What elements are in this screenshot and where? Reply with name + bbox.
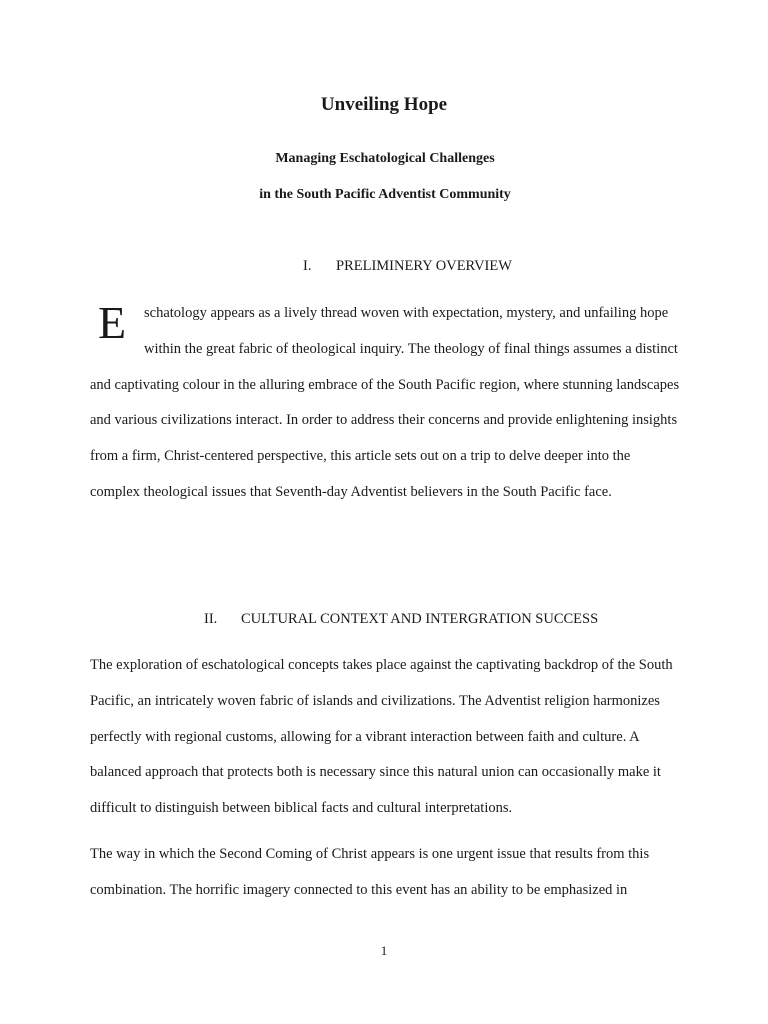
section-1-paragraph-text: schatology appears as a lively thread woven with expectation, mystery, and unfailing hope within the great fabric of theological inquiry. The theology of final things assumes a distinct and captivating colour in the alluring embrace of the South Pacific region, where stunning landscapes and various civilizations interact. In order to address their concerns and provide enlightening insights from a firm, Christ-centered perspective, this article sets out on a trip to delve deeper into the complex theological issues that Seventh-day Adventist believers in the South Pacific face. — [90, 305, 680, 500]
subtitle-line-1: Managing Eschatological Challenges — [275, 151, 495, 166]
subtitle-line-2: in the South Pacific Adventist Community — [259, 187, 511, 202]
section-2-paragraph-1: The exploration of eschatological concepts takes place against the captivating backdrop of the South Pacific, an intricately woven fabric of islands and civilizations. The Adventist religion harmonizes perfectly with regional customs, allowing for a vibrant interaction between faith and culture. A balanced approach that protects both is necessary since this natural union can occasionally make it difficult to distinguish between biblical facts and cultural interpretations. — [90, 657, 673, 817]
section-title-2: CULTURAL CONTEXT AND INTERGRATION SUCCESS — [241, 611, 599, 627]
page-number: 1 — [380, 943, 388, 958]
section-title-1: PRELIMINERY OVERVIEW — [336, 258, 512, 274]
section-2-paragraph-2: The way in which the Second Coming of Christ appears is one urgent issue that results from this combination. The horrific imagery connected to this event has an ability to be emphasized in — [90, 846, 650, 898]
section-1-paragraph — [90, 296, 680, 511]
drop-cap: E — [98, 297, 127, 348]
section-number-2: II. — [204, 611, 218, 627]
document-title: Unveiling Hope — [320, 94, 448, 115]
section-number-1: I. — [303, 258, 312, 274]
